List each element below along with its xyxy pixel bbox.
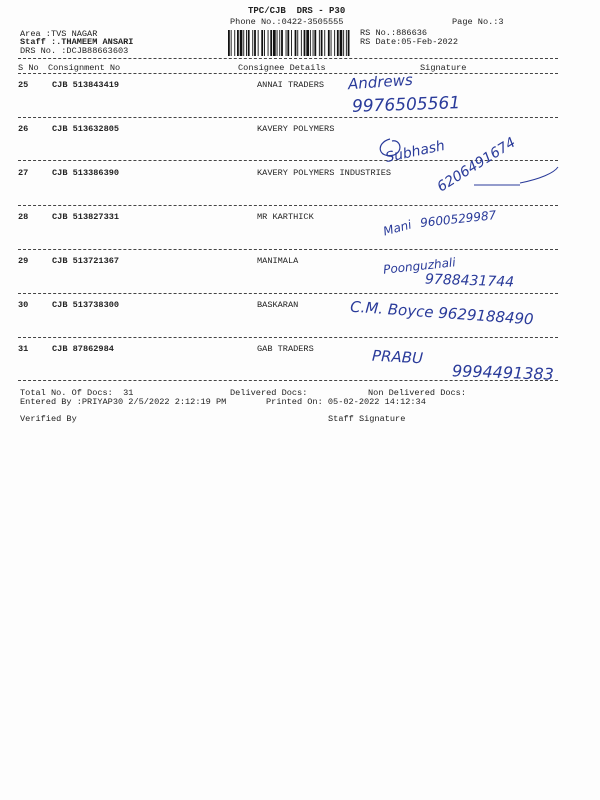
barcode-bar xyxy=(337,30,339,56)
row-sno: 31 xyxy=(18,344,29,354)
row-sno: 27 xyxy=(18,168,29,178)
barcode-bar xyxy=(243,30,244,56)
barcode-bar xyxy=(310,30,311,56)
barcode-bar xyxy=(252,30,253,56)
barcode-bar xyxy=(319,30,320,56)
barcode-bar xyxy=(301,30,302,56)
barcode-bar xyxy=(328,30,330,56)
handwritten-signature: PRABU xyxy=(371,346,424,368)
row-consignee: MANIMALA xyxy=(257,256,299,266)
staff-signature: Staff Signature xyxy=(328,414,406,424)
barcode-bar xyxy=(286,30,287,56)
barcode-bar xyxy=(324,30,325,56)
row-consignee: BASKARAN xyxy=(257,300,299,310)
barcode-bar xyxy=(258,30,259,56)
barcode-bar xyxy=(261,30,263,56)
handwritten-signature: Andrews xyxy=(347,70,414,94)
printed-on: Printed On: 05-02-2022 14:12:34 xyxy=(266,397,426,407)
barcode-bar xyxy=(270,30,272,56)
barcode xyxy=(228,30,352,56)
row-divider xyxy=(18,293,558,294)
delivered-docs: Delivered Docs: xyxy=(230,388,308,398)
column-sno: S No xyxy=(18,63,39,73)
row-consignee: KAVERY POLYMERS INDUSTRIES xyxy=(257,168,392,178)
barcode-bar xyxy=(264,30,265,56)
row-consignment: CJB 87862984 xyxy=(52,344,114,354)
barcode-bar xyxy=(331,30,332,56)
barcode-bar xyxy=(287,30,289,56)
page-number: Page No.:3 xyxy=(452,17,504,27)
row-consignment: CJB 513738300 xyxy=(52,300,120,310)
handwritten-signature: Subhash xyxy=(383,137,447,167)
column-signature: Signature xyxy=(420,63,467,73)
handwritten-signature: Poonguzhali xyxy=(382,255,457,277)
barcode-bar xyxy=(248,30,250,56)
pen-scribble xyxy=(370,125,560,215)
barcode-bar xyxy=(237,30,239,56)
barcode-bar xyxy=(334,30,335,56)
row-consignment: CJB 513721367 xyxy=(52,256,120,266)
barcode-bar xyxy=(279,30,280,56)
column-consignment: Consignment No xyxy=(48,63,121,73)
barcode-bar xyxy=(254,30,256,56)
row-sno: 30 xyxy=(18,300,29,310)
report-title: TPC/CJB DRS - P30 xyxy=(248,6,346,16)
barcode-bar xyxy=(234,30,235,56)
row-consignment: CJB 513827331 xyxy=(52,212,120,222)
barcode-bar xyxy=(340,30,343,56)
barcode-bar xyxy=(348,30,350,56)
phone-number: Phone No.:0422-3505555 xyxy=(230,17,344,27)
barcode-bar xyxy=(231,30,232,56)
staff-label: Staff :.THAMEEM ANSARI xyxy=(20,37,134,47)
handwritten-phone: 9788431744 xyxy=(424,271,515,291)
row-consignment: CJB 513843419 xyxy=(52,80,120,90)
barcode-bar xyxy=(314,30,316,56)
divider xyxy=(18,58,558,59)
handwritten-signature: C.M. Boyce 9629188490 xyxy=(349,297,535,329)
barcode-bar xyxy=(273,30,276,56)
barcode-bar xyxy=(346,30,347,56)
row-divider xyxy=(18,337,558,338)
row-sno: 28 xyxy=(18,212,29,222)
barcode-bar xyxy=(306,30,309,56)
handwritten-phone: 9600529987 xyxy=(419,208,497,230)
total-docs: Total No. Of Docs: 31 xyxy=(20,388,134,398)
row-consignee: KAVERY POLYMERS xyxy=(257,124,335,134)
row-sno: 29 xyxy=(18,256,29,266)
handwritten-phone: 9994491383 xyxy=(451,361,555,384)
rs-number: RS No.:886636 xyxy=(360,28,428,38)
barcode-bar xyxy=(321,30,323,56)
verified-by: Verified By xyxy=(20,414,77,424)
divider xyxy=(18,73,558,74)
area-label: Area :TVS NAGAR xyxy=(20,29,98,39)
row-consignee: GAB TRADERS xyxy=(257,344,314,354)
barcode-bar xyxy=(295,30,297,56)
barcode-bar xyxy=(343,30,344,56)
column-consignee-details: Consignee Details xyxy=(238,63,326,73)
barcode-bar xyxy=(291,30,292,56)
barcode-bar xyxy=(313,30,314,56)
row-sno: 26 xyxy=(18,124,29,134)
barcode-bar xyxy=(281,30,283,56)
barcode-bar xyxy=(297,30,298,56)
barcode-bar xyxy=(277,30,278,56)
drs-number: DRS No. :DCJB88663603 xyxy=(20,46,129,56)
barcode-bar xyxy=(240,30,243,56)
barcode-bar xyxy=(268,30,269,56)
non-delivered-docs: Non Delivered Docs: xyxy=(368,388,466,398)
row-consignee: MR KARTHICK xyxy=(257,212,314,222)
barcode-bar xyxy=(228,30,230,56)
row-consignment: CJB 513632805 xyxy=(52,124,120,134)
handwritten-phone: 6206491674 xyxy=(434,134,519,196)
row-sno: 25 xyxy=(18,80,29,90)
entered-by: Entered By :PRIYAP30 2/5/2022 2:12:19 PM xyxy=(20,397,227,407)
barcode-bar xyxy=(304,30,306,56)
barcode-bar xyxy=(246,30,247,56)
rs-date: RS Date:05-Feb-2022 xyxy=(360,37,458,47)
row-consignment: CJB 513386390 xyxy=(52,168,120,178)
row-consignee: ANNAI TRADERS xyxy=(257,80,325,90)
row-divider xyxy=(18,117,558,118)
handwritten-phone: 9976505561 xyxy=(351,93,461,117)
handwritten-signature: Mani xyxy=(381,217,413,239)
row-divider xyxy=(18,249,558,250)
